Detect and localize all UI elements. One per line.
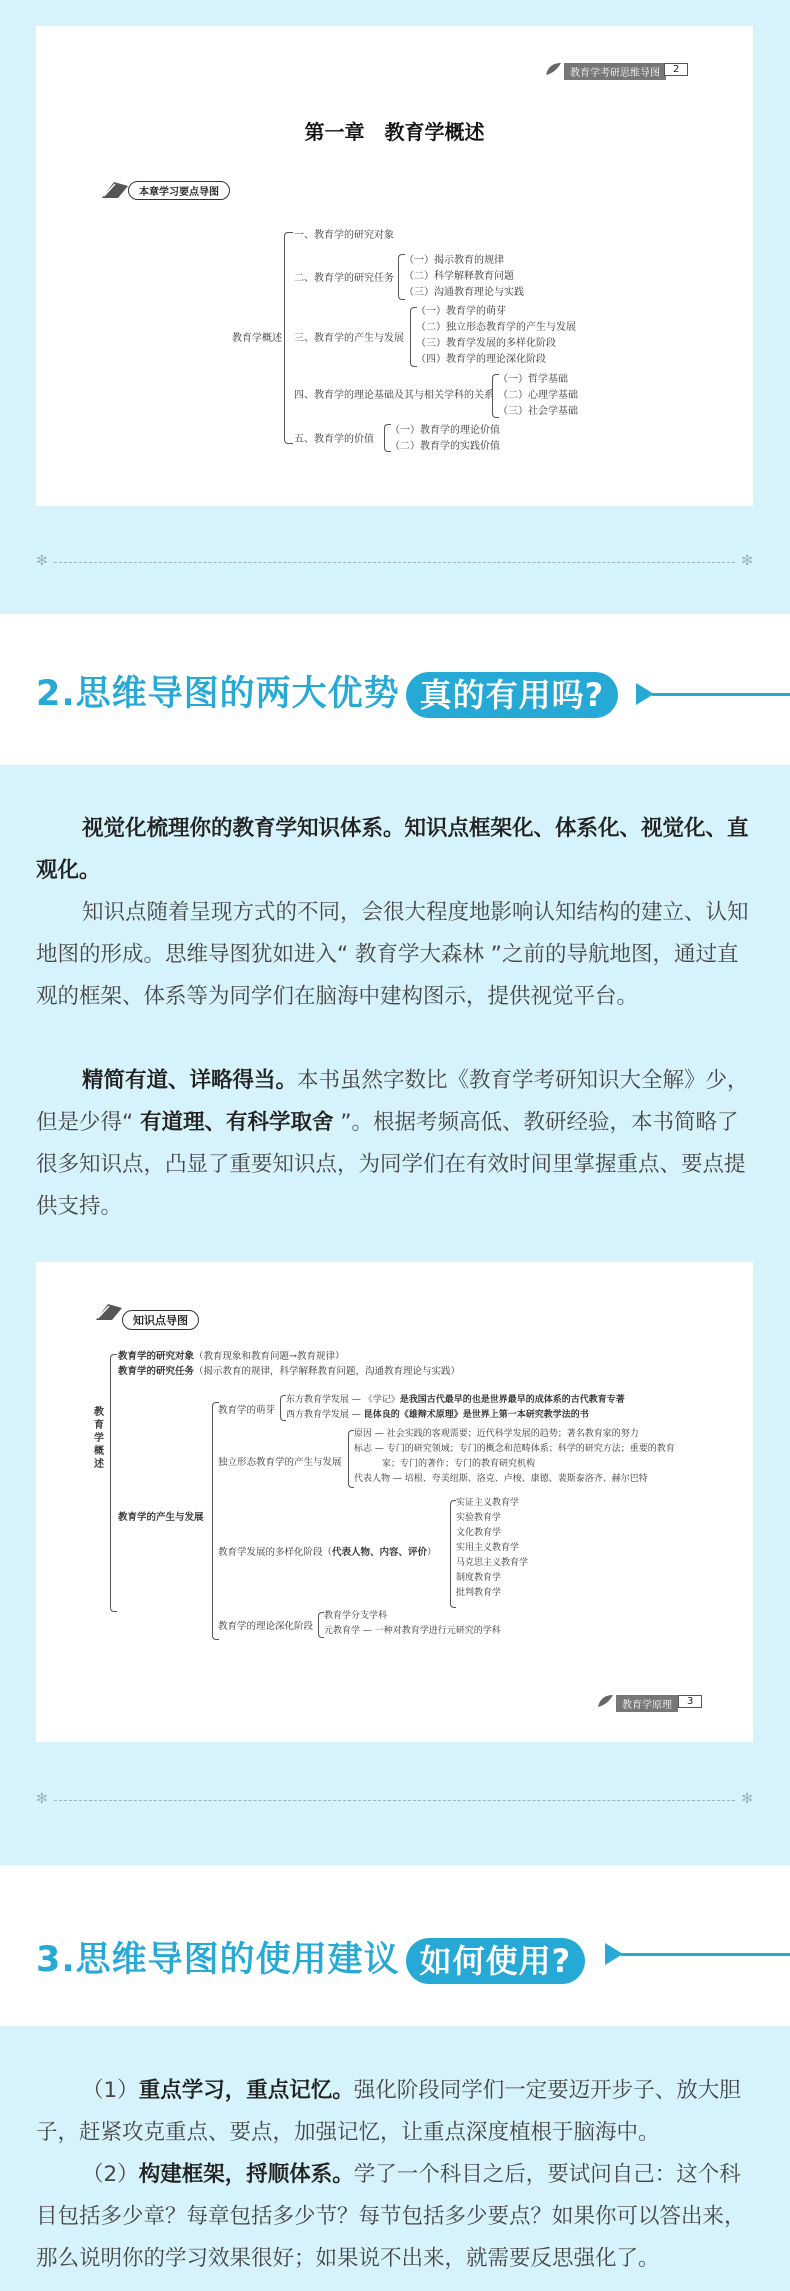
deepening-item: 元教育学 — 一种对教育学进行元研究的学科 xyxy=(324,1626,501,1636)
mindmap-card-2 xyxy=(36,1262,753,1742)
item-3-child-2: （二）独立形态教育学的产生与发展 xyxy=(416,322,576,333)
item-2-child-3: （三）沟通教育理论与实践 xyxy=(404,287,524,298)
item-2: 二、教育学的研究任务 xyxy=(294,273,394,284)
diversified-item: 制度教育学 xyxy=(456,1573,502,1583)
leaf-icon xyxy=(596,1694,614,1708)
independent-sign-cont: 家；专门的著作；专门的教育研究机构 xyxy=(382,1459,536,1469)
root-brace xyxy=(284,232,293,444)
item-2-child-1: （一）揭示教育的规律 xyxy=(404,255,504,266)
independent-figures: 代表人物 — 培根、夸美纽斯、洛克、卢梭、康德、裴斯泰洛齐、赫尔巴特 xyxy=(354,1474,648,1484)
diversified-item: 马克思主义教育学 xyxy=(456,1558,529,1568)
badge-knowledge-map: 知识点导图 xyxy=(122,1310,199,1330)
section-3-heading xyxy=(36,1932,585,1984)
item-4: 四、教育学的理论基础及其与相关学科的关系 xyxy=(294,390,494,401)
diversified-item: 实证主义教育学 xyxy=(456,1498,520,1508)
arrow-line xyxy=(621,1953,790,1956)
footer-tag: 教育学原理 xyxy=(616,1695,678,1712)
deepening-item: 教育学分支学科 xyxy=(324,1611,388,1621)
leaf-icon xyxy=(544,62,562,76)
item-3-child-3: （三）教育学发展的多样化阶段 xyxy=(416,338,556,349)
item-5: 五、教育学的价值 xyxy=(294,434,374,445)
item-5-child-1: （一）教育学的理论价值 xyxy=(390,425,500,436)
section-2-heading xyxy=(36,666,618,718)
header-tag: 教育学考研思维导图 xyxy=(564,63,666,80)
item-2-child-2: （二）科学解释教育问题 xyxy=(404,271,514,282)
book-icon xyxy=(94,1300,124,1322)
item-3: 三、教育学的产生与发展 xyxy=(294,333,404,344)
item-4-child-2: （二）心理学基础 xyxy=(498,390,578,401)
line-research-object: 教育学的研究对象（教育现象和教育问题→教育规律） xyxy=(118,1351,345,1362)
diversified-item: 批判教育学 xyxy=(456,1588,502,1598)
branch-brace xyxy=(212,1402,219,1640)
branch-origin-development: 教育学的产生与发展 xyxy=(118,1512,204,1523)
node-diversified: 教育学发展的多样化阶段（代表人物、内容、评价） xyxy=(218,1547,437,1558)
item-3-child-1: （一）教育学的萌芽 xyxy=(416,306,506,317)
section-3-pill: 如何使用? xyxy=(406,1938,586,1984)
item-5-child-2: （二）教育学的实践价值 xyxy=(390,441,500,452)
section-2-paragraph-2: 知识点随着呈现方式的不同，会很大程度地影响认知结构的建立、认知地图的形成。思维导图犹如进入“ 教育学大森林 ”之前的导航地图，通过直观的框架、体系等为同学们在脑海中建构图示，提供视觉平台。 xyxy=(36,900,749,1009)
section-3-paragraph-1: （1）重点学习，重点记忆。强化阶段同学们一定要迈开步子、放大胆子，赶紧攻克重点、要点，加强记忆，让重点深度植根于脑海中。 xyxy=(36,2078,741,2145)
diversified-item: 文化教育学 xyxy=(456,1528,502,1538)
diversified-item: 实验教育学 xyxy=(456,1513,502,1523)
badge-study-map: 本章学习要点导图 xyxy=(128,181,230,200)
item-4-child-1: （一）哲学基础 xyxy=(498,374,568,385)
item-4-child-3: （三）社会学基础 xyxy=(498,406,578,417)
independent-reason: 原因 — 社会实践的客观需要；近代科学发展的趋势；著名教育家的努力 xyxy=(354,1429,639,1439)
section-2-paragraph-3: 精简有道、详略得当。本书虽然字数比《教育学考研知识大全解》少，但是少得“ 有道理、有科学取舍 ”。根据考频高低、教研经验，本书简略了很多知识点，凸显了重要知识点，为同学们在有效时间里掌握重点、要点提供支持。 xyxy=(36,1068,749,1219)
sprout-west: 西方教育学发展 — 昆体良的《雄辩术原理》是世界上第一本研究教学法的书 xyxy=(286,1410,589,1420)
arrow-line xyxy=(652,693,790,696)
dashed-divider xyxy=(36,553,753,569)
section-2-title: 2.思维导图的两大优势 xyxy=(36,674,400,714)
book-icon xyxy=(100,178,130,200)
node-sprout: 教育学的萌芽 xyxy=(218,1405,276,1416)
section-3-paragraph-2: （2）构建框架，捋顺体系。学了一个科目之后，要试问自己：这个科目包括多少章？每章包括多少节？每节包括多少要点？如果你可以答出来，那么说明你的学习效果很好；如果说不出来，就需要反思强化了。 xyxy=(36,2162,746,2271)
section-2-paragraph-1: 视觉化梳理你的教育学知识体系。知识点框架化、体系化、视觉化、直观化。 xyxy=(36,816,749,883)
section-3-title: 3.思维导图的使用建议 xyxy=(36,1940,400,1980)
star-icon: ✻ xyxy=(741,1791,753,1807)
star-icon: ✻ xyxy=(36,553,48,569)
item-1: 一、教育学的研究对象 xyxy=(294,230,394,241)
star-icon: ✻ xyxy=(36,1791,48,1807)
independent-sign: 标志 — 专门的研究领域；专门的概念和范畴体系；科学的研究方法；重要的教育 xyxy=(354,1444,675,1454)
diversified-item: 实用主义教育学 xyxy=(456,1543,520,1553)
mindmap-card-1 xyxy=(36,26,753,506)
page-number: 3 xyxy=(678,1695,702,1708)
root-brace xyxy=(110,1354,117,1612)
node-independent: 独立形态教育学的产生与发展 xyxy=(218,1457,342,1468)
line-research-task: 教育学的研究任务（揭示教育的规律，科学解释教育问题，沟通教育理论与实践） xyxy=(118,1366,461,1377)
item-3-child-4: （四）教育学的理论深化阶段 xyxy=(416,354,546,365)
chapter-title: 第一章 教育学概述 xyxy=(304,120,485,144)
page-number: 2 xyxy=(664,63,688,76)
root-node: 教育学概述 xyxy=(94,1407,104,1470)
node-deepening: 教育学的理论深化阶段 xyxy=(218,1621,314,1632)
dashed-divider xyxy=(36,1791,753,1807)
sprout-east: 东方教育学发展 — 《学记》是我国古代最早的也是世界最早的成体系的古代教育专著 xyxy=(286,1395,625,1405)
section-2-pill: 真的有用吗? xyxy=(406,672,619,718)
root-node: 教育学概述 xyxy=(232,333,282,344)
star-icon: ✻ xyxy=(741,553,753,569)
